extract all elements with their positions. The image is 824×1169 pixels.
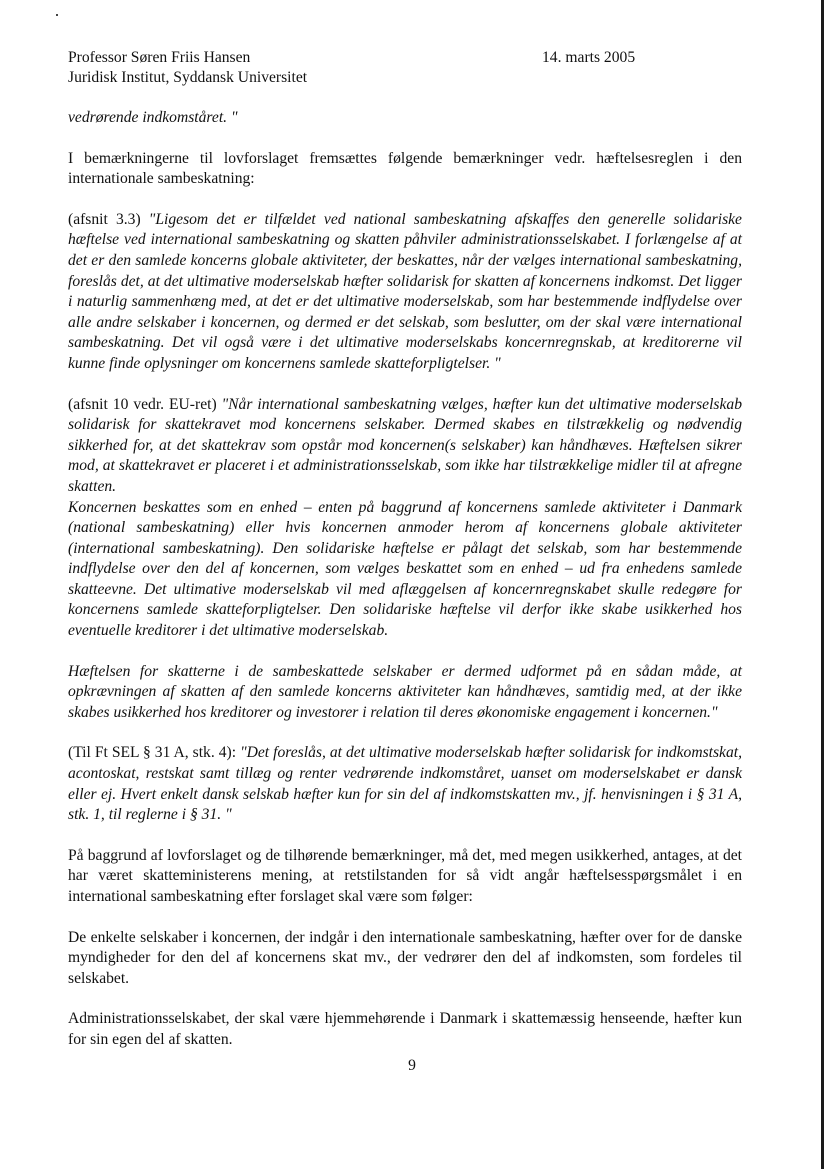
paragraph: De enkelte selskaber i koncernen, der indgår i den internationale sambeskatning, hæfter over for de danske myndigheder for den del af koncernens skat mv., der vedrører den del af indkomsten, som fordeles til selskabet. [68,928,742,987]
paragraph: I bemærkningerne til lovforslaget fremsættes følgende bemærkninger vedr. hæftelsesreglen i den internationale sambeskatning: [68,149,742,188]
paragraph: Administrationsselskabet, der skal være hjemmehørende i Danmark i skattemæssig henseende, hæfter kun for sin egen del af skatten. [68,1010,742,1048]
paragraph: På baggrund af lovforslaget og de tilhørende bemærkninger, må det, med megen usikkerhed, antages, at det har været skatteministerens mening, at retstilstanden for så vidt angår hæftelsesspørgsmålet i en international sambeskatning efter forslaget skal være som følger: [68,846,742,905]
paragraph: (afsnit 3.3) "Ligesom det er tilfældet ved national sambeskatning afskaffes den generelle solidariske hæftelse ved international sambeskatning og skatten påhviler administrationsselskabet. I forlængelse af at det er den samlede koncerns globale aktiviteter, der beskattes, når der vælges international sambeskatning, foreslås det, at det ultimative moderselskab hæfter solidarisk for skatten af koncernens indkomst. Det ligger i naturlig sammenhæng med, at det er det ultimative moderselskab, som har bestemmende indflydelse over alle andre selskaber i koncernen, og dermed er det selskab, som beslutter, om der skal være international sambeskatning. Det vil også være i det ultimative moderselskabs koncernregnskab, at kreditorerne vil kunne finde oplysninger om koncernens samlede skatteforpligtelser. " [68,210,742,372]
header-date: 14. marts 2005 [542,49,636,66]
document-body [68,108,742,1071]
scan-speck [56,14,58,16]
header-author: Professor Søren Friis Hansen [68,49,251,66]
page-number: 9 [408,1057,416,1074]
header-author-block [68,48,307,88]
paragraph: Koncernen beskattes som en enhed – enten på baggrund af koncernens samlede aktiviteter i Danmark (national sambeskatning) eller hvis koncernen anmoder herom af koncernens globale aktiviteter (international sambeskatning). Den solidariske hæftelse er pålagt det selskab, som har bestemmende indflydelse over den del af koncernen, som vælges beskattet som en enhed – ud fra enhedens samlede skatteevne. Det ultimative moderselskab vil med aflæggelsen af koncernregnskabet skulle redegøre for koncernens samlede skatteforpligtelser. Den solidariske hæftelse vil derfor ikke skabe usikkerhed hos eventuelle kreditorer i det ultimative moderselskab. [68,498,742,640]
paragraph: (afsnit 10 vedr. EU-ret) "Når international sambeskatning vælges, hæfter kun det ultimative moderselskab solidarisk for skattekravet mod koncernens selskaber. Dermed skabes en tilstrækkelig og nødvendig sikkerhed for, at det skattekrav som opstår mod koncernen(s selskaber) kan håndhæves. Hæftelsen sikrer mod, at skattekravet er placeret i et administrationsselskab, som ikke har tilstrækkelige midler til at afregne skatten. [68,395,742,495]
paragraph: vedrørende indkomståret. " [68,109,238,126]
paragraph: (Til Ft SEL § 31 A, stk. 4): "Det foreslås, at det ultimative moderselskab hæfter solidarisk for indkomstskat, acontoskat, restskat samt tillæg og renter vedrørende indkomståret, uanset om moderselskabet er dansk eller ej. Hvert enkelt dansk selskab hæfter kun for sin del af indkomstskatten mv., jf. henvisningen i § 31 A, stk. 1, til reglerne i § 31. " [68,744,742,824]
paragraph: Hæftelsen for skatterne i de sambeskattede selskaber er dermed udformet på en sådan måde, at opkrævningen af skatten af den samlede koncerns aktiviteter kan håndhæves, samtidig med, at der ikke skabes usikkerhed hos kreditorer og investorer i relation til deres økonomiske engagement i koncernen." [68,662,742,721]
header-institution: Juridisk Institut, Syddansk Universitet [68,69,308,86]
